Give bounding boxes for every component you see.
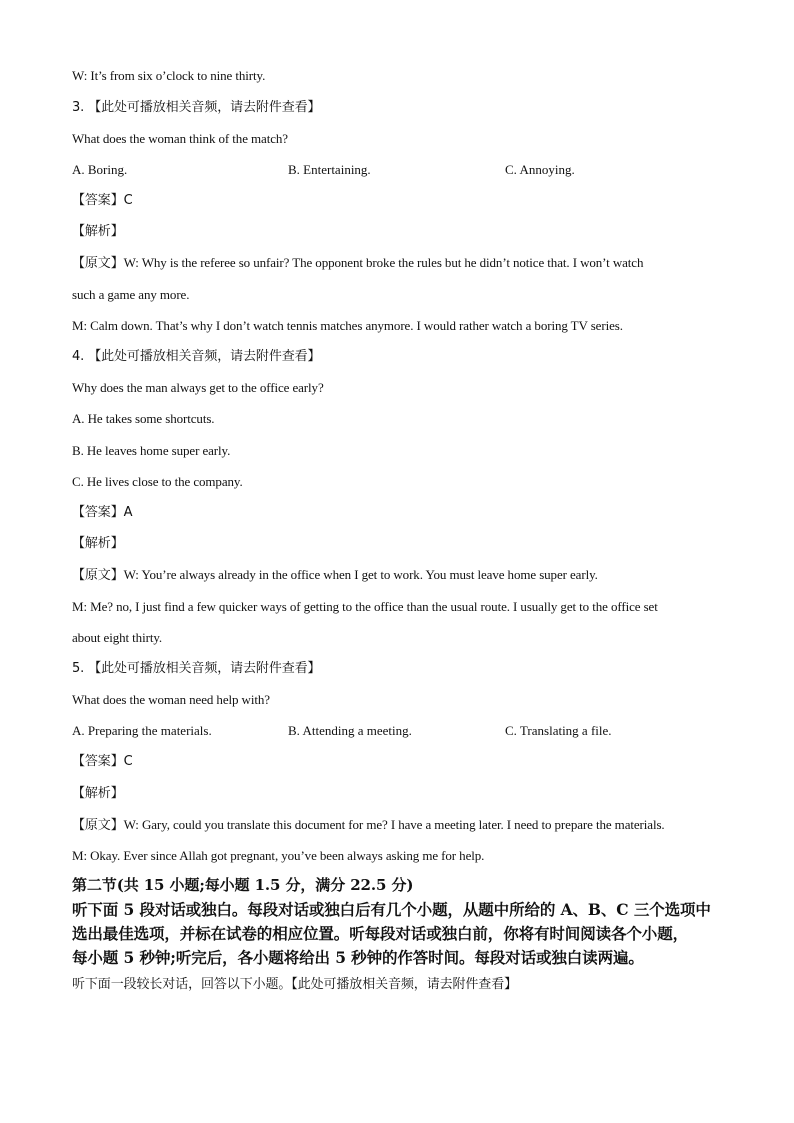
- question-4-header: 4. 【此处可播放相关音频，请去附件查看】: [72, 349, 321, 364]
- question-4-option-b: B. He leaves home super early.: [72, 443, 231, 458]
- question-4-text: Why does the man always get to the office early?: [72, 380, 324, 395]
- dialogue-line: W: It’s from six o’clock to nine thirty.: [72, 68, 266, 83]
- question-5-header: 5. 【此处可播放相关音频，请去附件查看】: [72, 661, 321, 676]
- question-5-option-b: B. Attending a meeting.: [288, 723, 412, 738]
- question-5-option-a: A. Preparing the materials.: [72, 723, 212, 738]
- question-4-transcript-line: about eight thirty.: [72, 630, 163, 645]
- section-2-instruction-line: 听下面 5 段对话或独白。每段对话或独白后有几个小题，从题中所给的 A、B、C 三个选项中: [72, 900, 711, 919]
- question-4-answer: 【答案】A: [72, 505, 133, 520]
- question-5-transcript-line: 【原文】W: Gary, could you translate this document for me? I have a meeting later. I need to prepare the materials.: [72, 817, 665, 832]
- question-5-transcript-line: M: Okay. Ever since Allah got pregnant, you’ve been always asking me for help.: [72, 848, 485, 863]
- question-3-header: 3. 【此处可播放相关音频，请去附件查看】: [72, 100, 321, 115]
- section-2-instruction-line: 每小题 5 秒钟;听完后，各小题将给出 5 秒钟的作答时间。每段对话或独白读两遍。: [72, 948, 644, 967]
- question-4-option-a: A. He takes some shortcuts.: [72, 411, 215, 426]
- question-3-option-b: B. Entertaining.: [288, 162, 371, 177]
- section-2-subheading: 听下面一段较长对话，回答以下小题。【此处可播放相关音频，请去附件查看】: [72, 977, 518, 992]
- question-4-transcript-line: 【原文】W: You’re always already in the office when I get to work. You must leave home super early.: [72, 567, 598, 582]
- question-3-transcript-line: such a game any more.: [72, 287, 190, 302]
- question-5-text: What does the woman need help with?: [72, 692, 270, 707]
- question-3-transcript-line: 【原文】W: Why is the referee so unfair? The opponent broke the rules but he didn’t notice that. I won’t watch: [72, 255, 644, 270]
- question-5-answer: 【答案】C: [72, 754, 133, 769]
- question-3-text: What does the woman think of the match?: [72, 131, 288, 146]
- question-4-analysis-label: 【解析】: [72, 536, 124, 551]
- question-4-transcript-line: M: Me? no, I just find a few quicker ways of getting to the office than the usual route. I usually get to the office set: [72, 599, 658, 614]
- question-4-option-c: C. He lives close to the company.: [72, 474, 243, 489]
- question-5-option-c: C. Translating a file.: [505, 723, 612, 738]
- section-2-title: 第二节(共 15 小题;每小题 1.5 分，满分 22.5 分): [72, 876, 414, 894]
- question-3-analysis-label: 【解析】: [72, 224, 124, 239]
- section-2-instruction-line: 选出最佳选项，并标在试卷的相应位置。听每段对话或独白前，你将有时间阅读各个小题，: [72, 924, 689, 943]
- question-3-answer: 【答案】C: [72, 193, 133, 208]
- question-5-analysis-label: 【解析】: [72, 786, 124, 801]
- question-3-option-a: A. Boring.: [72, 162, 128, 177]
- question-3-transcript-line: M: Calm down. That’s why I don’t watch tennis matches anymore. I would rather watch a boring TV series.: [72, 318, 623, 333]
- question-3-option-c: C. Annoying.: [505, 162, 575, 177]
